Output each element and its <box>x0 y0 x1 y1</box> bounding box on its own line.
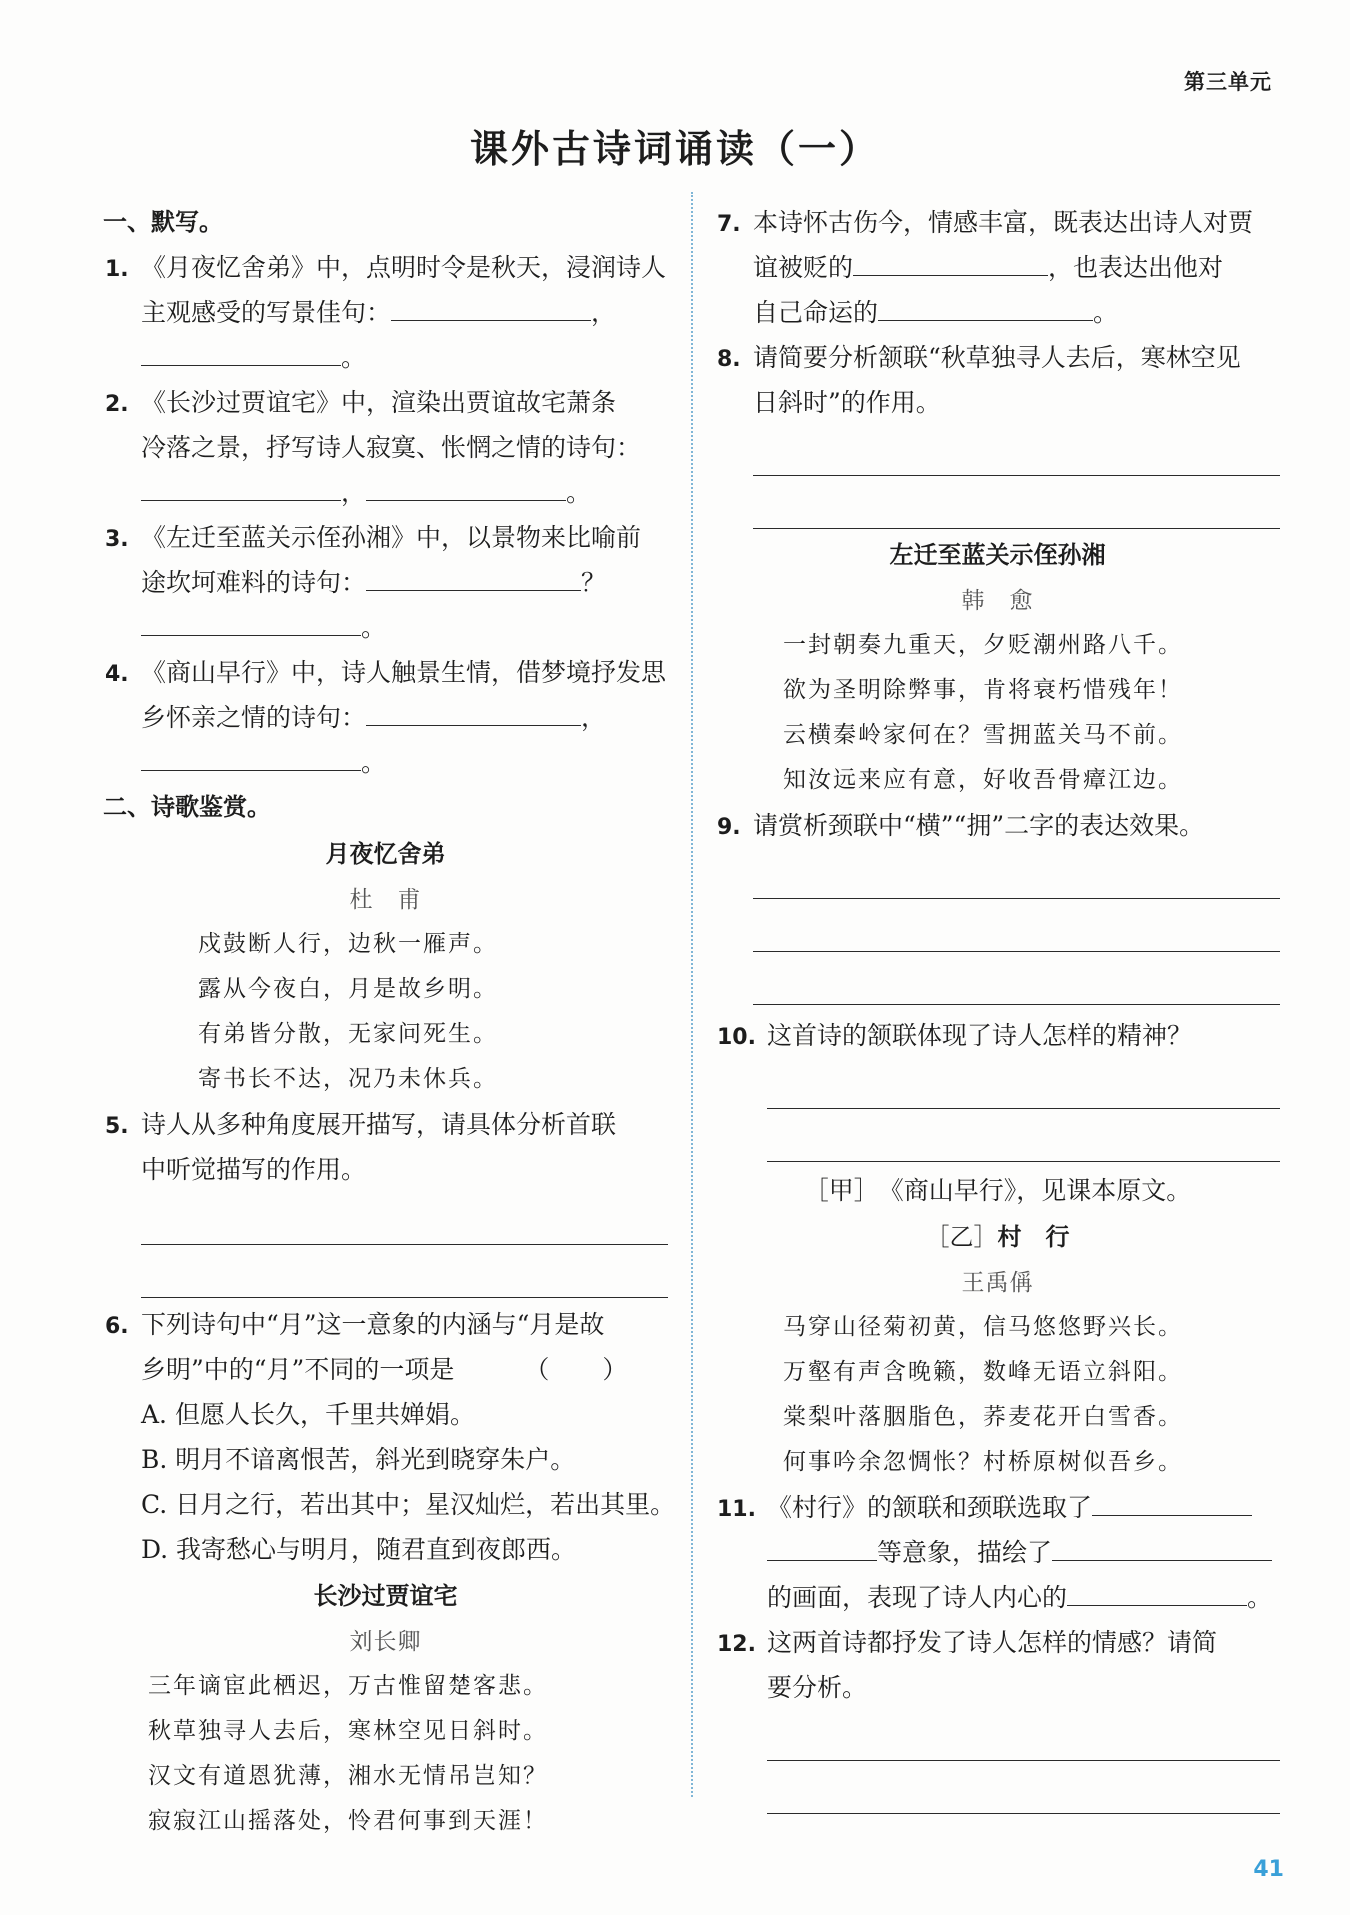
question-text: 乡怀亲之情的诗句： <box>141 703 367 732</box>
page-number: 41 <box>1253 1857 1284 1882</box>
answer-bracket[interactable]: （ ） <box>524 1355 642 1384</box>
question-number: 5. <box>105 1114 129 1139</box>
page-title: 课外古诗词诵读（一） <box>469 126 880 171</box>
question-text: ，也表达出他对 <box>1048 253 1224 282</box>
question-text: 《月夜忆舍弟》中，点明时令是秋天，浸润诗人 <box>141 253 667 282</box>
poem-author: 杜 甫 <box>349 887 422 913</box>
poem-line: 有弟皆分散，无家问死生。 <box>198 1021 498 1047</box>
question-12 <box>715 1620 1280 1665</box>
answer-line[interactable] <box>753 848 1280 899</box>
poem-body <box>715 1305 1280 1485</box>
answer-blank[interactable] <box>1052 1530 1272 1561</box>
question-3 <box>103 515 668 560</box>
question-number: 2. <box>105 392 129 417</box>
option-a[interactable]: A. 但愿人长久，千里共婵娟。 <box>141 1400 475 1429</box>
poem-line: 秋草独寻人去后，寒林空见日斜时。 <box>148 1718 548 1744</box>
question-text: 要分析。 <box>767 1673 868 1702</box>
option-d[interactable]: D. 我寄愁心与明月，随君直到夜郎西。 <box>141 1535 577 1564</box>
punctuation: ？ <box>581 568 607 597</box>
poem-body <box>103 922 668 1102</box>
poem-line: 寄书长不达，况乃未休兵。 <box>198 1066 498 1092</box>
question-number: 9. <box>717 815 741 840</box>
question-8 <box>715 335 1280 380</box>
question-text: 等意象，描绘了 <box>877 1538 1053 1567</box>
punctuation: 。 <box>1093 298 1119 327</box>
question-number: 10. <box>717 1025 756 1050</box>
question-text: 请简要分析颔联“秋草独寻人去后，寒林空见 <box>753 343 1241 372</box>
poem-line: 知汝远来应有意，好收吾骨瘴江边。 <box>783 767 1183 793</box>
question-text: 这首诗的颔联体现了诗人怎样的精神？ <box>767 1021 1193 1050</box>
poem-line: 露从今夜白，月是故乡明。 <box>198 976 498 1002</box>
answer-blank[interactable] <box>1067 1575 1247 1606</box>
answer-blank[interactable] <box>141 335 341 366</box>
question-4 <box>103 650 668 695</box>
tag-jia: ［甲］ <box>803 1176 879 1205</box>
answer-blank[interactable] <box>853 245 1048 276</box>
answer-blank[interactable] <box>1092 1485 1252 1516</box>
poem-author: 刘长卿 <box>349 1629 422 1655</box>
question-text: 冷落之景，抒写诗人寂寞、怅惘之情的诗句： <box>141 433 642 462</box>
punctuation: ， <box>341 478 367 507</box>
answer-blank[interactable] <box>141 470 341 501</box>
question-text: 请赏析颈联中“横”“拥”二字的表达效果。 <box>753 811 1205 840</box>
question-text: 自己命运的 <box>753 298 879 327</box>
note-text: 《商山早行》，见课本原文。 <box>878 1176 1192 1205</box>
unit-label: 第三单元 <box>1184 70 1272 94</box>
poem-jia-note <box>715 1168 1280 1213</box>
question-number: 6. <box>105 1314 129 1339</box>
question-text: 途坎坷难料的诗句： <box>141 568 367 597</box>
poem-line: 三年谪宦此栖迟，万古惟留楚客悲。 <box>148 1673 548 1699</box>
question-text: 这两首诗都抒发了诗人怎样的情感？请简 <box>767 1628 1218 1657</box>
question-text: 本诗怀古伤今，情感丰富，既表达出诗人对贾 <box>753 208 1254 237</box>
answer-line[interactable] <box>767 1710 1280 1761</box>
punctuation: 。 <box>1247 1583 1273 1612</box>
punctuation: 。 <box>361 748 387 777</box>
poem-line: 云横秦岭家何在？雪拥蓝关马不前。 <box>783 722 1183 748</box>
poem-line: 何事吟余忽惆怅？村桥原树似吾乡。 <box>783 1449 1183 1475</box>
question-text: 主观感受的写景佳句： <box>141 298 392 327</box>
question-11 <box>715 1485 1280 1530</box>
question-number: 12. <box>717 1632 756 1657</box>
poem-title: 月夜忆舍弟 <box>325 840 446 868</box>
poem-title: 村 行 <box>997 1223 1070 1251</box>
question-number: 4. <box>105 662 129 687</box>
answer-blank[interactable] <box>366 695 581 726</box>
question-2 <box>103 380 668 425</box>
question-9 <box>715 803 1280 848</box>
question-6 <box>103 1302 668 1347</box>
poem-line: 汉文有道恩犹薄，湘水无情吊岂知？ <box>148 1763 548 1789</box>
question-10 <box>715 1013 1280 1058</box>
option-b[interactable]: B. 明月不谙离恨苦，斜光到晓穿朱户。 <box>141 1445 576 1474</box>
question-text: 诗人从多种角度展开描写，请具体分析首联 <box>141 1110 617 1139</box>
question-text: 中听觉描写的作用。 <box>141 1155 367 1184</box>
answer-blank[interactable] <box>391 290 591 321</box>
question-5 <box>103 1102 668 1147</box>
poem-line: 万壑有声含晚籁，数峰无语立斜阳。 <box>783 1359 1183 1385</box>
answer-line[interactable] <box>767 1763 1280 1814</box>
poem-body <box>103 1664 668 1844</box>
poem-title: 左迁至蓝关示侄孙湘 <box>889 541 1106 569</box>
punctuation: ， <box>581 703 607 732</box>
question-text: 《村行》的颔联和颈联选取了 <box>767 1493 1093 1522</box>
poem-author: 王禹偁 <box>961 1270 1034 1296</box>
question-text: 的画面，表现了诗人内心的 <box>767 1583 1068 1612</box>
poem-body <box>715 623 1280 803</box>
question-text: 《商山早行》中，诗人触景生情，借梦境抒发思 <box>141 658 667 687</box>
question-number: 8. <box>717 347 741 372</box>
answer-blank[interactable] <box>366 470 566 501</box>
answer-line[interactable] <box>141 1247 668 1298</box>
poem-title: 长沙过贾谊宅 <box>313 1582 458 1610</box>
punctuation: 。 <box>566 478 592 507</box>
right-column <box>715 200 1280 1816</box>
punctuation: 。 <box>361 613 387 642</box>
punctuation: ， <box>591 298 617 327</box>
answer-line[interactable] <box>767 1058 1280 1109</box>
left-column <box>103 200 676 1844</box>
answer-line[interactable] <box>141 1194 668 1245</box>
question-1 <box>103 245 668 290</box>
answer-blank[interactable] <box>141 740 361 771</box>
question-text: 下列诗句中“月”这一意象的内涵与“月是故 <box>141 1310 605 1339</box>
poem-line: 一封朝奏九重天，夕贬潮州路八千。 <box>783 632 1183 658</box>
answer-line[interactable] <box>753 425 1280 476</box>
answer-line[interactable] <box>753 954 1280 1005</box>
punctuation: 。 <box>341 343 367 372</box>
question-text: 乡明”中的“月”不同的一项是 <box>141 1355 455 1384</box>
column-divider <box>691 192 693 1797</box>
question-text: 《长沙过贾谊宅》中，渲染出贾谊故宅萧条 <box>141 388 617 417</box>
question-7 <box>715 200 1280 245</box>
question-text: 谊被贬的 <box>753 253 854 282</box>
answer-line[interactable] <box>753 478 1280 529</box>
answer-blank[interactable] <box>141 605 361 636</box>
poem-line: 欲为圣明除弊事，肯将衰朽惜残年！ <box>783 677 1183 703</box>
answer-blank[interactable] <box>366 560 581 591</box>
poem-line: 马穿山径菊初黄，信马悠悠野兴长。 <box>783 1314 1183 1340</box>
answer-line[interactable] <box>753 901 1280 952</box>
question-number: 3. <box>105 527 129 552</box>
answer-line[interactable] <box>767 1111 1280 1162</box>
answer-blank[interactable] <box>878 290 1093 321</box>
option-c[interactable]: C. 日月之行，若出其中；星汉灿烂，若出其里。 <box>141 1490 676 1519</box>
poem-author: 韩 愈 <box>961 588 1034 614</box>
question-number: 7. <box>717 212 741 237</box>
section-heading-appreciation: 二、诗歌鉴赏。 <box>103 793 271 821</box>
poem-line: 寂寂江山摇落处，怜君何事到天涯！ <box>148 1808 548 1834</box>
tag-yi: ［乙］ <box>925 1223 998 1251</box>
poem-line: 棠梨叶落胭脂色，荞麦花开白雪香。 <box>783 1404 1183 1430</box>
question-number: 11. <box>717 1497 756 1522</box>
answer-blank[interactable] <box>767 1530 877 1561</box>
question-text: 《左迁至蓝关示侄孙湘》中，以景物来比喻前 <box>141 523 642 552</box>
question-text: 日斜时”的作用。 <box>753 388 941 417</box>
section-heading-dictation: 一、默写。 <box>103 208 223 236</box>
poem-line: 戍鼓断人行，边秋一雁声。 <box>198 931 498 957</box>
question-number: 1. <box>105 257 129 282</box>
